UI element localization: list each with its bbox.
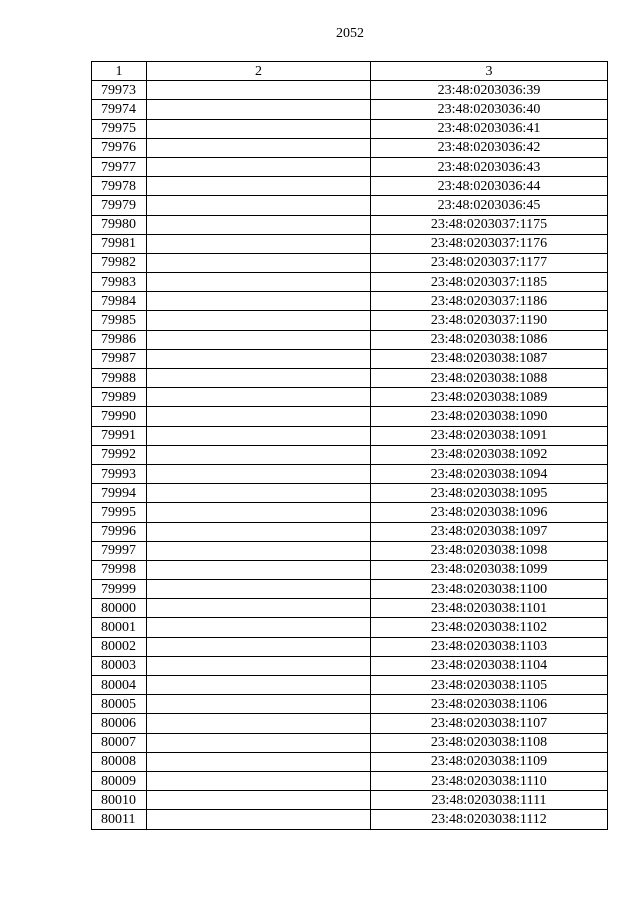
row-empty-cell [147, 349, 371, 368]
table-row [92, 119, 608, 138]
row-number-cell: 80006 [92, 714, 147, 733]
table-row [92, 330, 608, 349]
cadastral-number-cell: 23:48:0203036:42 [371, 138, 608, 157]
table-row [92, 292, 608, 311]
row-number-cell: 79999 [92, 580, 147, 599]
cadastral-number-cell: 23:48:0203038:1099 [371, 560, 608, 579]
row-number-cell: 79989 [92, 388, 147, 407]
row-empty-cell [147, 810, 371, 829]
row-number-cell: 79990 [92, 407, 147, 426]
cadastral-number-cell: 23:48:0203038:1111 [371, 791, 608, 810]
column-header-2: 2 [147, 62, 371, 81]
row-number-cell: 79980 [92, 215, 147, 234]
row-empty-cell [147, 541, 371, 560]
row-number-cell: 79985 [92, 311, 147, 330]
cadastral-number-cell: 23:48:0203038:1109 [371, 752, 608, 771]
row-empty-cell [147, 215, 371, 234]
row-number-cell: 79982 [92, 253, 147, 272]
row-empty-cell [147, 791, 371, 810]
row-empty-cell [147, 752, 371, 771]
cadastral-number-cell: 23:48:0203038:1091 [371, 426, 608, 445]
table-row [92, 100, 608, 119]
cadastral-number-cell: 23:48:0203036:43 [371, 157, 608, 176]
cadastral-number-cell: 23:48:0203036:45 [371, 196, 608, 215]
row-empty-cell [147, 330, 371, 349]
column-header-1: 1 [92, 62, 147, 81]
table-row [92, 445, 608, 464]
table-row [92, 560, 608, 579]
page-number: 2052 [336, 26, 364, 41]
row-number-cell: 79994 [92, 484, 147, 503]
row-empty-cell [147, 522, 371, 541]
cadastral-number-cell: 23:48:0203038:1089 [371, 388, 608, 407]
row-number-cell: 79987 [92, 349, 147, 368]
row-number-cell: 79996 [92, 522, 147, 541]
row-number-cell: 79983 [92, 273, 147, 292]
cadastral-number-cell: 23:48:0203038:1110 [371, 771, 608, 790]
row-empty-cell [147, 81, 371, 100]
table-row [92, 349, 608, 368]
row-empty-cell [147, 292, 371, 311]
row-empty-cell [147, 273, 371, 292]
row-empty-cell [147, 177, 371, 196]
table-row [92, 369, 608, 388]
row-empty-cell [147, 695, 371, 714]
table-row [92, 522, 608, 541]
row-number-cell: 79981 [92, 234, 147, 253]
row-number-cell: 79991 [92, 426, 147, 445]
row-empty-cell [147, 157, 371, 176]
table-row [92, 388, 608, 407]
cadastral-number-cell: 23:48:0203038:1108 [371, 733, 608, 752]
table-row [92, 752, 608, 771]
cadastral-number-cell: 23:48:0203038:1090 [371, 407, 608, 426]
cadastral-number-cell: 23:48:0203038:1107 [371, 714, 608, 733]
cadastral-number-cell: 23:48:0203038:1106 [371, 695, 608, 714]
column-header-3: 3 [371, 62, 608, 81]
row-number-cell: 80008 [92, 752, 147, 771]
row-number-cell: 80002 [92, 637, 147, 656]
table-row [92, 426, 608, 445]
cadastral-number-cell: 23:48:0203036:44 [371, 177, 608, 196]
table-row [92, 580, 608, 599]
cadastral-number-cell: 23:48:0203038:1102 [371, 618, 608, 637]
table-row [92, 618, 608, 637]
cadastral-number-cell: 23:48:0203038:1100 [371, 580, 608, 599]
row-number-cell: 80007 [92, 733, 147, 752]
row-empty-cell [147, 560, 371, 579]
cadastral-number-cell: 23:48:0203036:41 [371, 119, 608, 138]
table-row [92, 503, 608, 522]
row-empty-cell [147, 484, 371, 503]
table-row [92, 541, 608, 560]
row-number-cell: 80000 [92, 599, 147, 618]
row-number-cell: 79993 [92, 464, 147, 483]
row-number-cell: 79976 [92, 138, 147, 157]
row-number-cell: 79979 [92, 196, 147, 215]
row-empty-cell [147, 196, 371, 215]
row-empty-cell [147, 388, 371, 407]
table-row [92, 138, 608, 157]
row-empty-cell [147, 253, 371, 272]
table-row [92, 234, 608, 253]
row-number-cell: 80003 [92, 656, 147, 675]
cadastral-number-cell: 23:48:0203038:1096 [371, 503, 608, 522]
table-row [92, 196, 608, 215]
row-empty-cell [147, 407, 371, 426]
table-row [92, 157, 608, 176]
table-row [92, 599, 608, 618]
table-row [92, 714, 608, 733]
row-number-cell: 80009 [92, 771, 147, 790]
table-row [92, 676, 608, 695]
row-empty-cell [147, 599, 371, 618]
cadastral-number-cell: 23:48:0203038:1094 [371, 464, 608, 483]
table-row [92, 810, 608, 829]
table-body [92, 81, 608, 829]
row-number-cell: 79975 [92, 119, 147, 138]
cadastral-number-cell: 23:48:0203038:1104 [371, 656, 608, 675]
row-number-cell: 79992 [92, 445, 147, 464]
row-empty-cell [147, 234, 371, 253]
row-number-cell: 79977 [92, 157, 147, 176]
row-number-cell: 80004 [92, 676, 147, 695]
row-empty-cell [147, 771, 371, 790]
table-row [92, 637, 608, 656]
row-empty-cell [147, 656, 371, 675]
row-empty-cell [147, 445, 371, 464]
table-header-row [92, 62, 608, 81]
table-row [92, 273, 608, 292]
row-empty-cell [147, 714, 371, 733]
row-number-cell: 79997 [92, 541, 147, 560]
row-empty-cell [147, 464, 371, 483]
table-row [92, 484, 608, 503]
table-row [92, 464, 608, 483]
cadastral-number-cell: 23:48:0203038:1088 [371, 369, 608, 388]
table-row [92, 771, 608, 790]
cadastral-number-cell: 23:48:0203038:1095 [371, 484, 608, 503]
cadastral-number-cell: 23:48:0203037:1176 [371, 234, 608, 253]
row-number-cell: 80001 [92, 618, 147, 637]
cadastral-number-cell: 23:48:0203038:1103 [371, 637, 608, 656]
row-empty-cell [147, 676, 371, 695]
row-number-cell: 79984 [92, 292, 147, 311]
row-empty-cell [147, 369, 371, 388]
row-empty-cell [147, 311, 371, 330]
row-empty-cell [147, 426, 371, 445]
table-row [92, 81, 608, 100]
row-number-cell: 79998 [92, 560, 147, 579]
table-row [92, 407, 608, 426]
row-empty-cell [147, 618, 371, 637]
table-row [92, 177, 608, 196]
cadastral-number-cell: 23:48:0203038:1097 [371, 522, 608, 541]
row-empty-cell [147, 580, 371, 599]
row-empty-cell [147, 733, 371, 752]
cadastral-number-cell: 23:48:0203037:1177 [371, 253, 608, 272]
row-number-cell: 80005 [92, 695, 147, 714]
cadastral-number-cell: 23:48:0203038:1101 [371, 599, 608, 618]
table-row [92, 695, 608, 714]
cadastral-number-cell: 23:48:0203038:1112 [371, 810, 608, 829]
row-number-cell: 79986 [92, 330, 147, 349]
table-row [92, 215, 608, 234]
row-number-cell: 80011 [92, 810, 147, 829]
cadastral-number-cell: 23:48:0203038:1092 [371, 445, 608, 464]
table-row [92, 253, 608, 272]
table-row [92, 656, 608, 675]
row-empty-cell [147, 503, 371, 522]
cadastral-number-cell: 23:48:0203037:1175 [371, 215, 608, 234]
row-empty-cell [147, 119, 371, 138]
row-empty-cell [147, 138, 371, 157]
cadastral-number-cell: 23:48:0203037:1185 [371, 273, 608, 292]
row-empty-cell [147, 100, 371, 119]
row-number-cell: 79974 [92, 100, 147, 119]
row-number-cell: 79988 [92, 369, 147, 388]
cadastral-number-cell: 23:48:0203038:1105 [371, 676, 608, 695]
row-number-cell: 79995 [92, 503, 147, 522]
row-number-cell: 79978 [92, 177, 147, 196]
row-number-cell: 80010 [92, 791, 147, 810]
cadastral-number-cell: 23:48:0203038:1086 [371, 330, 608, 349]
table-row [92, 733, 608, 752]
cadastral-number-cell: 23:48:0203037:1186 [371, 292, 608, 311]
row-empty-cell [147, 637, 371, 656]
cadastral-number-cell: 23:48:0203038:1098 [371, 541, 608, 560]
table-row [92, 311, 608, 330]
cadastral-number-cell: 23:48:0203036:39 [371, 81, 608, 100]
row-number-cell: 79973 [92, 81, 147, 100]
cadastral-number-cell: 23:48:0203038:1087 [371, 349, 608, 368]
table-row [92, 791, 608, 810]
cadastral-number-cell: 23:48:0203036:40 [371, 100, 608, 119]
cadastral-number-cell: 23:48:0203037:1190 [371, 311, 608, 330]
data-table [91, 61, 608, 830]
